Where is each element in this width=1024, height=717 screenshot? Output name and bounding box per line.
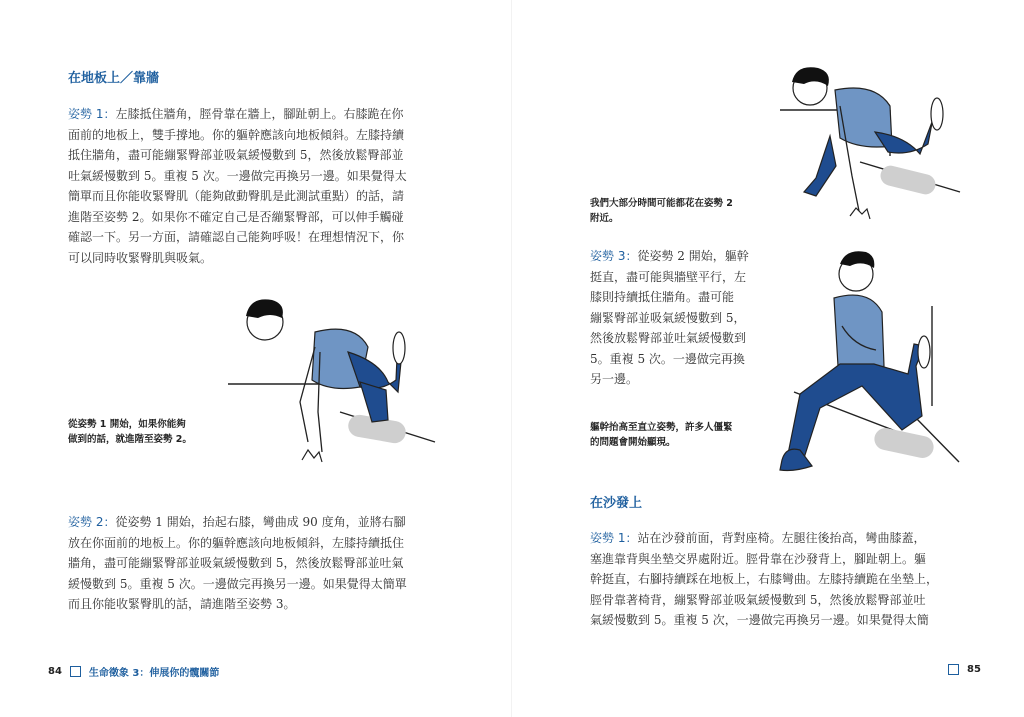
pose3-line-5: 5。重複 5 次。一邊做完再換 [590, 351, 745, 366]
sofa-pose1-paragraph [590, 528, 976, 631]
pose3-line-1: 挺直，盡可能與牆壁平行，左 [590, 269, 747, 284]
sofa-pose1-lead: 姿勢 1： [590, 531, 638, 545]
pose1-line-4: 簡單而且你能收緊臀肌（能夠啟動臀肌是此測試重點）的話，請 [68, 189, 405, 203]
pose3-line-2: 膝則持續抵住牆角。盡可能 [590, 290, 735, 304]
pose2-line-4: 而且你能收緊臀肌的話，請進階至姿勢 3。 [68, 597, 296, 611]
sofa-pose1-line-3: 脛骨靠著椅背，繃緊臀部並吸氣緩慢數到 5，然後放鬆臀部並吐 [590, 592, 926, 607]
footer-left [48, 664, 219, 679]
pose1-paragraph [68, 104, 440, 268]
pose1-line-6: 確認一下。另一方面，請確認自己能夠呼吸！在理想情況下，你 [68, 230, 405, 244]
pose3-line-6: 另一邊。 [590, 372, 639, 386]
pose1-line-0: 姿勢 1：左膝抵住牆角，脛骨靠在牆上，腳趾朝上。右膝跪在你 [68, 107, 404, 121]
pose3-line-0: 姿勢 3：從姿勢 2 開始，軀幹 [590, 249, 749, 263]
pose1-line-1: 面前的地板上，雙手撐地。你的軀幹應該向地板傾斜。左膝持續 [68, 127, 405, 142]
pose2-line-3: 緩慢數到 5。重複 5 次。一邊做完再換另一邊。如果覺得太簡單 [68, 576, 407, 591]
pose1-lead: 姿勢 1： [68, 107, 116, 121]
pose2-line-2: 牆角，盡可能繃緊臀部並吸氣緩慢數到 5，然後放鬆臀部並吐氣 [68, 556, 404, 570]
pose2-line-0: 姿勢 2：從姿勢 1 開始，抬起右膝，彎曲成 90 度角，並將右腳 [68, 515, 406, 529]
page-number-left: 84 [48, 666, 62, 677]
page-number-right: 85 [967, 664, 981, 675]
pose3-line-4: 然後放鬆臀部並吐氣緩慢數到 [590, 331, 747, 345]
footer-box-icon [948, 664, 959, 675]
pose1-line-5: 進階至姿勢 2。如果你不確定自己是否繃緊臀部，可以伸手觸碰 [68, 209, 404, 224]
pose1-line-2: 抵住牆角，盡可能繃緊臀部並吸氣緩慢數到 5，然後放鬆臀部並 [68, 148, 404, 162]
section-heading-floor: 在地板上／靠牆 [68, 71, 160, 86]
caption-pose3: 軀幹抬高至直立姿勢，許多人僵緊 的問題會開始顯現。 [590, 422, 733, 448]
pose3-lead: 姿勢 3： [590, 249, 638, 263]
footer-box-icon [70, 666, 81, 677]
sofa-pose1-line-0: 姿勢 1：站在沙發前面，背對座椅。左腿往後抬高，彎曲膝蓋， [590, 531, 926, 545]
caption-pose2: 我們大部分時間可能都花在姿勢 2 附近。 [590, 198, 733, 224]
pose1-illustration [220, 292, 450, 482]
pose3-paragraph [590, 246, 775, 390]
pose1-line-3: 吐氣緩慢數到 5。重複 5 次。一邊做完再換另一邊。如果覺得太 [68, 168, 407, 183]
footer-right [940, 664, 981, 675]
pose2-line-1: 放在你面前的地板上。你的軀幹應該向地板傾斜，左膝持續抵住 [68, 535, 405, 550]
sofa-pose1-line-2: 幹挺直，右腳持續踩在地板上，右膝彎曲。左膝持續跪在坐墊上， [590, 572, 939, 586]
pose2-illustration [780, 66, 970, 236]
sofa-pose1-line-4: 氣緩慢數到 5。重複 5 次，一邊做完再換另一邊。如果覺得太簡 [590, 613, 929, 627]
pose1-line-7: 可以同時收緊臀肌與吸氣。 [68, 250, 213, 265]
sofa-pose1-line-1: 塞進靠背與坐墊交界處附近。脛骨靠在沙發背上，腳趾朝上。軀 [590, 551, 927, 566]
pose2-lead: 姿勢 2： [68, 515, 116, 529]
caption-pose1: 從姿勢 1 開始，如果你能夠 做到的話，就進階至姿勢 2。 [68, 419, 192, 445]
pose3-line-3: 繃緊臀部並吸氣緩慢數到 5， [590, 310, 746, 325]
section-heading-sofa: 在沙發上 [590, 496, 643, 511]
right-page [512, 0, 1024, 717]
chapter-title: 生命徵象 3：伸展你的髖關節 [88, 668, 220, 679]
pose3-illustration [764, 246, 964, 486]
pose2-paragraph [68, 512, 440, 615]
